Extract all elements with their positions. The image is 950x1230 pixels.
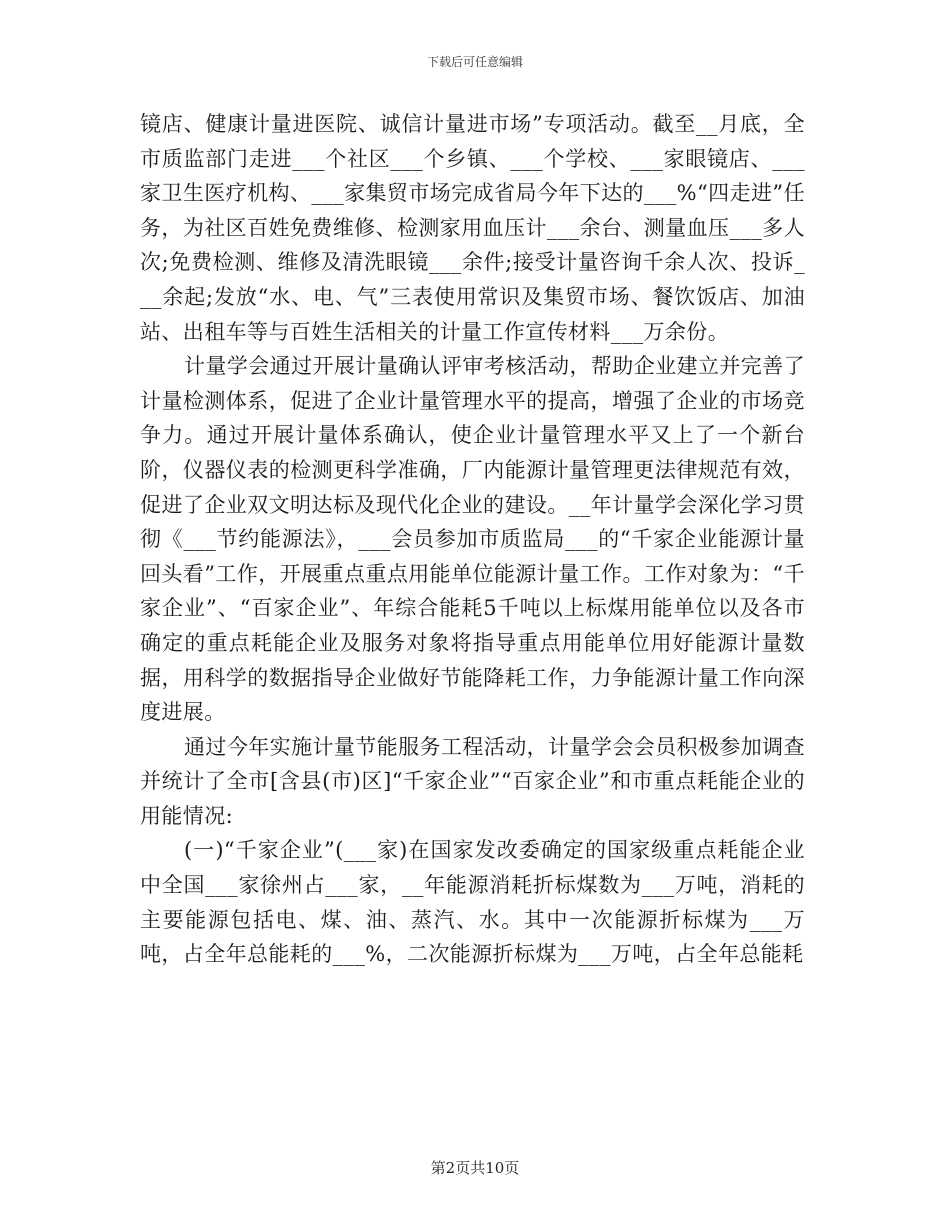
document-body [140, 107, 805, 972]
page-number: 第2页共10页 [430, 1159, 520, 1177]
paragraph-2: 计量学会通过开展计量确认评审考核活动，帮助企业建立并完善了计量检测体系，促进了企业计量管理水平的提高，增强了企业的市场竞争力。通过开展计量体系确认，使企业计量管理水平又上了一个新台阶，仪器仪表的检测更科学准确，厂内能源计量管理更法律规范有效，促进了企业双文明达标及现代化企业的建设。__年计量学会深化学习贯彻《___节约能源法》，___会员参加市质监局___的“千家企业能源计量回头看”工作，开展重点重点用能单位能源计量工作。工作对象为：“千家企业”、“百家企业”、年综合能耗5千吨以上标煤用能单位以及各市确定的重点耗能企业及服务对象将指导重点用能单位用好能源计量数据，用科学的数据指导企业做好节能降耗工作，力争能源计量工作向深度进展。 [140, 354, 805, 725]
page-footer [0, 1158, 950, 1178]
header-text: 下载后可任意编辑 [426, 55, 523, 69]
paragraph-4: (一)“千家企业”(___家)在国家发改委确定的国家级重点耗能企业中全国___家徐州占___家，__年能源消耗折标煤数为___万吨，消耗的主要能源包括电、煤、油、蒸汽、水。其中一次能源折标煤为___万吨，占全年总能耗的___%，二次能源折标煤为___万吨，占全年总能耗 [140, 838, 805, 967]
page-header [0, 54, 950, 70]
paragraph-1: 镜店、健康计量进医院、诚信计量进市场”专项活动。截至__月底，全市质监部门走进___个社区___个乡镇、___个学校、___家眼镜店、___家卫生医疗机构、___家集贸市场完成省局今年下达的___%“四走进”任务，为社区百姓免费维修、检测家用血压计___余台、测量血压___多人次;免费检测、维修及清洗眼镜___余件;接受计量咨询千余人次、投诉___余起;发放“水、电、气”三表使用常识及集贸市场、餐饮饭店、加油站、出租车等与百姓生活相关的计量工作宣传材料___万余份。 [140, 112, 805, 344]
paragraph-3: 通过今年实施计量节能服务工程活动，计量学会会员积极参加调查并统计了全市[含县(市)区]“千家企业”“百家企业”和市重点耗能企业的用能情况: [140, 734, 805, 828]
